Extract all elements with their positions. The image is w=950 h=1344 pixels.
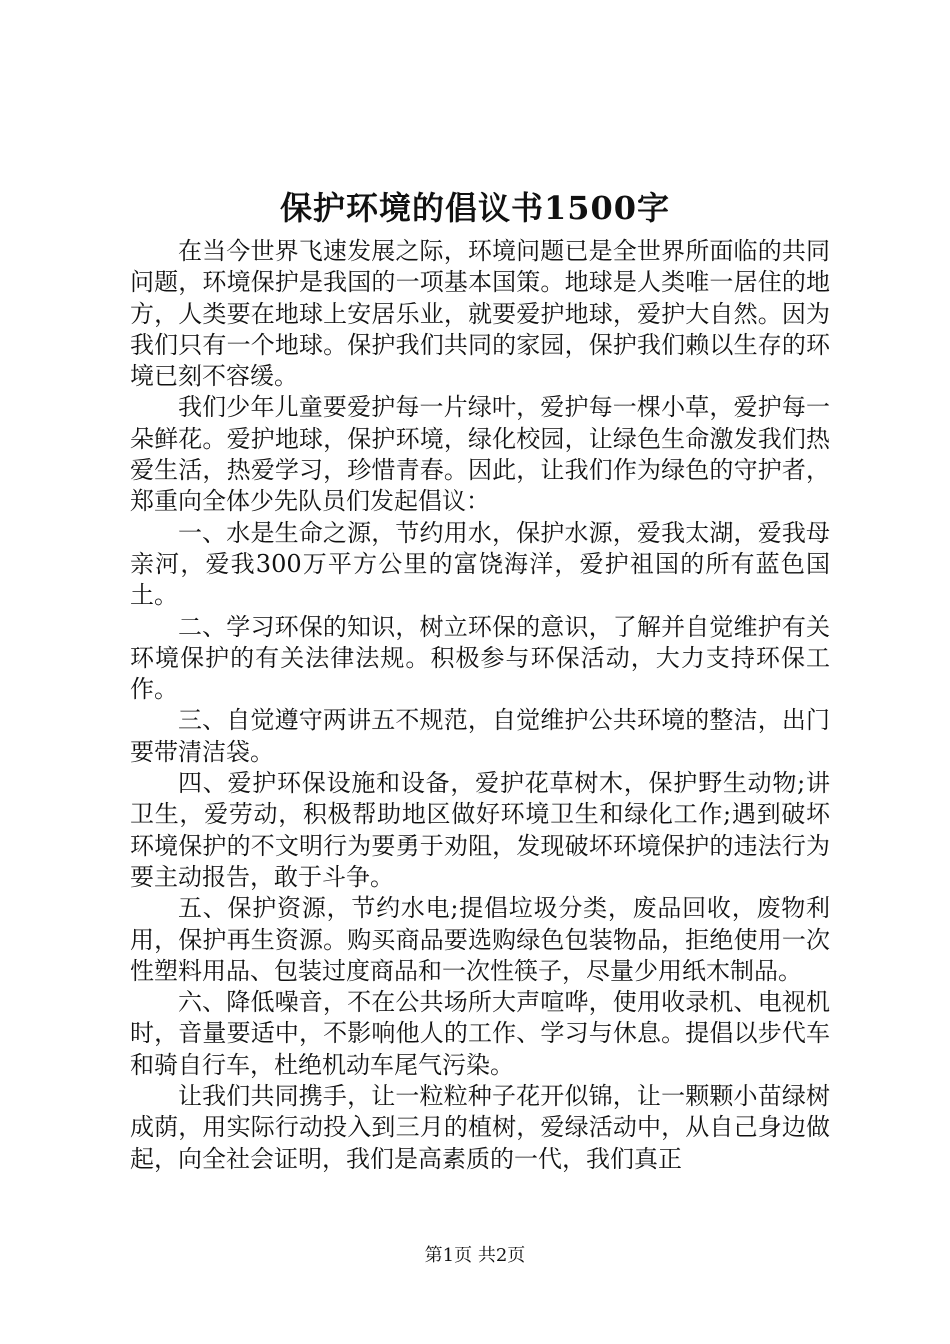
- paragraph-item-1: 一、水是生命之源，节约用水，保护水源，爱我太湖，爱我母亲河，爱我300万平方公里的富饶海洋，爱护祖国的所有蓝色国土。: [130, 518, 830, 610]
- paragraph-item-6: 六、降低噪音，不在公共场所大声喧哗，使用收录机、电视机时，音量要适中，不影响他人的工作、学习与休息。提倡以步代车和骑自行车，杜绝机动车尾气污染。: [130, 988, 830, 1079]
- document-body: [130, 236, 830, 1175]
- paragraph-appeal: 我们少年儿童要爱护每一片绿叶，爱护每一棵小草，爱护每一朵鲜花。爱护地球，保护环境，绿化校园，让绿色生命激发我们热爱生活，热爱学习，珍惜青春。因此，让我们作为绿色的守护者，郑重向全体少先队员们发起倡议：: [130, 393, 830, 516]
- paragraph-item-4: 四、爱护环保设施和设备，爱护花草树木，保护野生动物;讲卫生，爱劳动，积极帮助地区做好环境卫生和绿化工作;遇到破坏环境保护的不文明行为要勇于劝阻，发现破坏环境保护的违法行为要主动报告，敢于斗争。: [130, 769, 830, 891]
- paragraph-item-2: 二、学习环保的知识，树立环保的意识，了解并自觉维护有关环境保护的有关法律法规。积极参与环保活动，大力支持环保工作。: [130, 612, 830, 704]
- paragraph-item-5: 五、保护资源，节约水电;提倡垃圾分类，废品回收，废物利用，保护再生资源。购买商品要选购绿色包装物品，拒绝使用一次性塑料用品、包装过度商品和一次性筷子，尽量少用纸木制品。: [130, 894, 830, 985]
- paragraph-intro: 在当今世界飞速发展之际，环境问题已是全世界所面临的共同问题，环境保护是我国的一项基本国策。地球是人类唯一居住的地方，人类要在地球上安居乐业，就要爱护地球，爱护大自然。因为我们只有一个地球。保护我们共同的家园，保护我们赖以生存的环境已刻不容缓。: [130, 237, 830, 391]
- document-title: 保护环境的倡议书1500字: [279, 189, 671, 227]
- paragraph-item-3: 三、自觉遵守两讲五不规范，自觉维护公共环境的整洁，出门要带清洁袋。: [130, 706, 830, 766]
- page-footer: 第1页 共2页: [424, 1245, 526, 1266]
- paragraph-closing: 让我们共同携手，让一粒粒种子花开似锦，让一颗颗小苗绿树成荫，用实际行动投入到三月的植树，爱绿活动中，从自己身边做起，向全社会证明，我们是高素质的一代，我们真正: [130, 1082, 830, 1173]
